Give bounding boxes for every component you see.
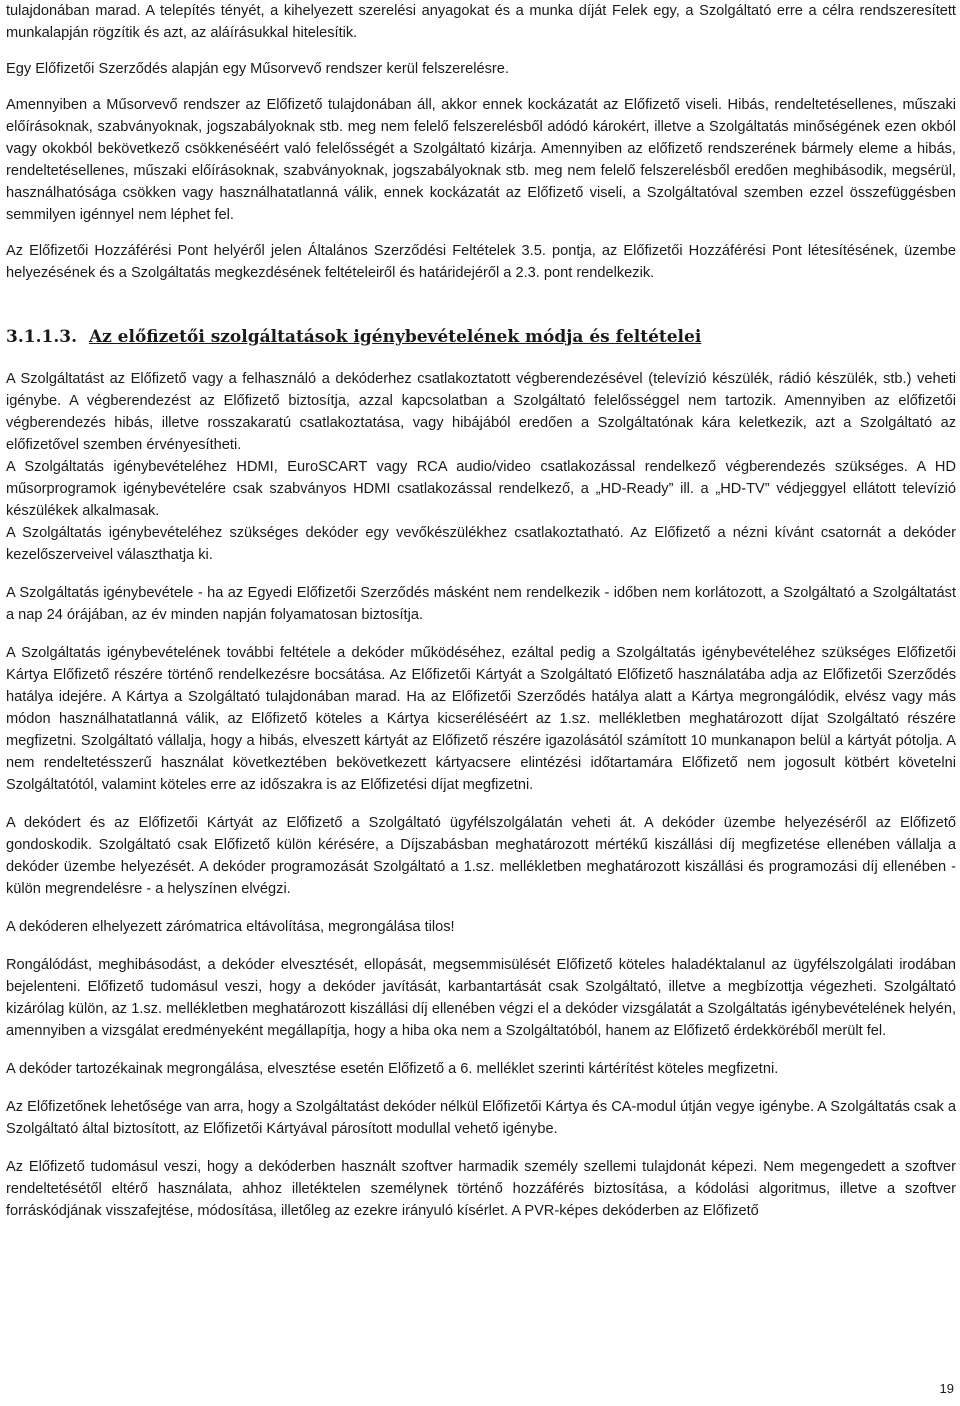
document-page [6,0,956,1222]
section-number: 3.1.1.3. [6,327,77,347]
paragraph-accessories-compensation: A dekóder tartozékainak megrongálása, elvesztése esetén Előfizető a 6. melléklet szerinti kártérítést köteles megfizetni. [6,1061,779,1077]
paragraph-service-availability: A Szolgáltatás igénybevétele - ha az Egyedi Előfizetői Szerződés másként nem rendelkezik - időben nem korlátozott, a Szolgáltató a Szolgáltatást a nap 24 órájában, az év minden napján folyamatosan biztosítja. [6,585,956,623]
paragraph-installation-record: tulajdonában marad. A telepítés tényét, a kihelyezett szerelési anyagokat és a munka díját Felek egy, a Szolgáltató erre a célra rendszeresített munkalapján rögzítik és azt, az aláírásukkal hitelesítik. [6,3,956,41]
paragraph-terminal-equipment: A Szolgáltatást az Előfizető vagy a felhasználó a dekóderhez csatlakoztatott végberendezésével (televízió készülék, rádió készülék, stb.) veheti igénybe. A végberendezést az Előfizető biztosítja, azzal kapcsolatban a Szolgáltató felelősséggel nem tartozik. Amennyiben az előfizetői végberendezés hibás, illetve rosszakaratú csatlakoztatása, vagy hibájából eredően a Szolgáltatónak kára keletkezik, azt a Szolgáltató az előfizetővel szemben érvényesítheti. [6,371,956,453]
paragraph-decoder-connection: A Szolgáltatás igénybevételéhez szükséges dekóder egy vevőkészülékhez csatlakoztatható. Az Előfizető a nézni kívánt csatornát a dekóder kezelőszerveivel választhatja ki. [6,525,956,563]
paragraph-risk-liability: Amennyiben a Műsorvevő rendszer az Előfizető tulajdonában áll, akkor ennek kockázatát az Előfizető viseli. Hibás, rendeltetésellenes, műszaki előírásoknak, szabványoknak, jogszabályoknak stb. meg nem felelő felszerelésből adódó károkért, illetve a Szolgáltatás minőségének ezen okból vagy okokból bekövetkező csökkenéséért való felelősségét a Szolgáltató kizárja. Amennyiben az előfizető rendszerének bármely eleme a hibás, rendeltetésellenes, műszaki előírásoknak, szabványoknak, jogszabályoknak stb. meg nem felelő felszerelésből eredően meghibásodik, megsérül, használhatósága csökken vagy használhatatlanná válik, ennek kockázatát az Előfizető viseli, a Szolgáltatóval szemben ezzel összefüggésben semmilyen igénnyel nem léphet fel. [6,97,956,223]
paragraph-damage-report: Rongálódást, meghibásodást, a dekóder elvesztését, ellopását, megsemmisülését Előfizető köteles haladéktalanul az ügyfélszolgálati irodában bejelenteni. Előfizető tudomásul veszi, hogy a dekóder javítását, karbantartását csak Szolgáltató, illetve a megbízottja végezheti. Szolgáltató kizárólag külön, az 1.sz. mellékletben meghatározott kiszállási díj ellenében végzi el a dekóder vizsgálatát a Szolgáltatás igénybevételének helyén, amennyiben a vizsgálat eredményeként megállapítja, hogy a hiba oka nem a Szolgáltatóból, hanem az Előfizető érdekköréből merült fel. [6,957,956,1039]
paragraph-hdmi-requirements: A Szolgáltatás igénybevételéhez HDMI, EuroSCART vagy RCA audio/video csatlakozással rendelkező végberendezés szükséges. A HD műsorprogramok igénybevételére csak szabványos HDMI csatlakozással rendelkező, a „HD-Ready” ill. a „HD-TV” védjeggyel ellátott televízió készülékek alkalmasak. [6,459,956,519]
paragraph-seal-warning: A dekóderen elhelyezett zárómatrica eltávolítása, megrongálása tilos! [6,919,455,935]
paragraph-access-point: Az Előfizetői Hozzáférési Pont helyéről jelen Általános Szerződési Feltételek 3.5. pontja, az Előfizetői Hozzáférési Pont létesítésének, üzembe helyezésének és a Szolgáltatás megkezdésének feltételeiről és határidejéről a 2.3. pont rendelkezik. [6,243,956,281]
section-title: Az előfizetői szolgáltatások igénybevételének módja és feltételei [88,327,702,347]
page-number: 19 [939,1381,954,1396]
paragraph-decoder-pickup: A dekódert és az Előfizetői Kártyát az Előfizető a Szolgáltató ügyfélszolgálatán veheti át. A dekóder üzembe helyezéséről az Előfizető gondoskodik. Szolgáltató csak Előfizető külön kérésére, a Díjszabásban meghatározott mértékű kiszállási díj megfizetése ellenében vállalja a dekóder üzembe helyezését. A dekóder programozását Szolgáltató a 1.sz. mellékletben meghatározott kiszállási és programozási díj ellenében - külön megrendelésre - a helyszínen elvégzi. [6,815,956,897]
paragraph-receiver-system: Egy Előfizetői Szerződés alapján egy Műsorvevő rendszer kerül felszerelésre. [6,61,509,77]
paragraph-software-ip: Az Előfizető tudomásul veszi, hogy a dekóderben használt szoftver harmadik személy szellemi tulajdonát képezi. Nem megengedett a szoftver rendeltetésétől eltérő használata, ahhoz illetéktelen személynek történő hozzáférés biztosítása, a kódolási algoritmus, illetve a szoftver forráskódjának visszafejtése, módosítása, illetőleg az ezekre irányuló kísérlet. A PVR-képes dekóderben az Előfizető [6,1159,956,1219]
paragraph-subscriber-card: A Szolgáltatás igénybevételének további feltétele a dekóder működéséhez, ezáltal pedig a Szolgáltatás igénybevételéhez szükséges Előfizetői Kártya Előfizető részére történő rendelkezésre bocsátása. Az Előfizetői Kártyát a Szolgáltató Előfizető használatába adja az Előfizetői Szerződés hatálya idejére. A Kártya a Szolgáltató tulajdonában marad. Ha az Előfizetői Szerződés hatálya alatt a Kártya megrongálódik, elvész vagy más módon használhatatlanná válik, az Előfizető köteles a Kártya kicseréléséért az 1.sz. mellékletben meghatározott díjat Szolgáltató részére megfizetni. Szolgáltató vállalja, hogy a hibás, elveszett kártyát az Előfizető részére igazolásától számított 10 munkanapon belül a kártyát pótolja. A nem rendeltetésszerű használat következtében bekövetkezett kártyacsere elintézési időtartamára Előfizető nem jogosult kötbért követelni Szolgáltatótól, valamint köteles erre az időszakra is az Előfizetési díjat megfizetni. [6,645,956,793]
paragraph-ca-module: Az Előfizetőnek lehetősége van arra, hogy a Szolgáltatást dekóder nélkül Előfizetői Kártya és CA-modul útján vegye igénybe. A Szolgáltatás csak a Szolgáltató által biztosított, az Előfizetői Kártyával párosított modullal vehető igénybe. [6,1099,956,1137]
section-heading [6,326,956,348]
